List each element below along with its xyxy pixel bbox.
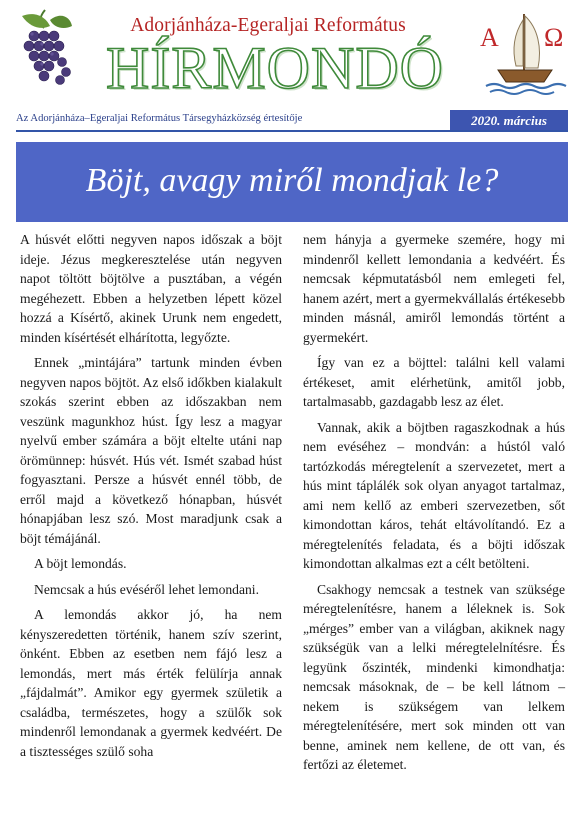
subheader-bar [16, 110, 568, 132]
paragraph: nem hányja a gyermeke szemére, hogy mi mindenről kellett lemondania a kedvéért. És nemcsak képmutatásból nem emlegeti fel, hanem azért, mert a gyermekvállalás értékesebb minden másnál, amiről lemondás történt a gyermekért. [303, 232, 565, 345]
headline-banner [16, 142, 568, 222]
alpha-symbol: Α [480, 23, 499, 52]
paragraph: A húsvét előtti negyven napos időszak a böjt ideje. Jézus megkeresztelése után negyven napot töltött böjtölve a pusztában, a végén megéhezett. Ebben a helyzetben lépett közel hozzá a Kísértő, akinek Urunk nem engedett, minden kísértését elhárította, legyőzte. [20, 232, 282, 345]
article-column-left [20, 230, 282, 767]
article-title: Böjt, avagy miről mondjak le? [85, 162, 499, 199]
omega-symbol: Ω [544, 23, 564, 52]
divider [16, 130, 568, 132]
newsletter-subtitle: Az Adorjánháza–Egeraljai Református Társegyházközség értesítője [16, 113, 303, 124]
paragraph: A böjt lemondás. [34, 556, 127, 571]
paragraph: Így van ez a böjttel: találni kell valami értékeset, amit elérhetünk, amitől jobb, tartalmasabb, gazdagabb lesz az élet. [303, 355, 565, 409]
article-column-right [303, 230, 565, 781]
paragraph: Nemcsak a hús evéséről lehet lemondani. [34, 581, 259, 597]
paragraph: Vannak, akik a böjtben ragaszkodnak a hús nem evéséhez – mondván: a hústól való tartózkodás méregtelenít a szervezetet, mert a hús mint táplálék sok olyan anyagot tartalmaz, ami nem kellő az emberi szervezetben, sőt kimondottan káros, tehát eltávolítandó. Ez a méregtelenítés feladata, és a böjti időszak kimondottan alkalmas ezt a célt betölteni. [303, 419, 565, 571]
paragraph: Ennek „mintájára” tartunk minden évben negyven napos böjtöt. Az első időkben kialakult szokás szerint ebben az időszakban nem veszünk magunkhoz húst. Így lesz a magyar nyelvű ember számára a böjt elteltе utáni nap örömünnep: húsvét. Hús vét. Ismét szabad húst fogyasztani. Persze a húsvét ennél több, de erről majd a következő hónapban, húsvét hónapjában lesz szó. Most maradjunk csak a böjt témájánál. [20, 355, 282, 546]
paragraph: A lemondás akkor jó, ha nem kényszeredetten történik, hanem szív szerint, önként. Ebben az esetben nem fájó lesz a lemondás, mert más érték felülírja annak „fájdalmát”. Amikor egy gyermek születik a családba, természetes, hogy a szülők sok mindenről lemondanak a gyermek kedvéért. De a tisztességes szülő soha [20, 607, 282, 759]
masthead [0, 0, 582, 100]
grapes-icon [14, 6, 76, 98]
ship-icon [480, 8, 570, 96]
issue-date: 2020. március [450, 110, 568, 132]
newsletter-title: HÍRMONDÓ [106, 35, 444, 101]
organization-name: Adorjánháza-Egeraljai Református [130, 15, 406, 36]
paragraph: Csakhogy nemcsak a testnek van szüksége méregtelenítésre, hanem a léleknek is. Sok „mérges” ember van a világban, akiknek nagy szükségük van a lelki méregtelelnítésre. És legyünk őszinték, mindenki kimondhatja: nemcsak másoknak, de – be kell látnom – nekem is szükségem van lelkem méregtelenítésére, mert sok minden ott van benne, aminek nem kellene, de ott van, és fertőzi az életemet. [303, 581, 565, 772]
